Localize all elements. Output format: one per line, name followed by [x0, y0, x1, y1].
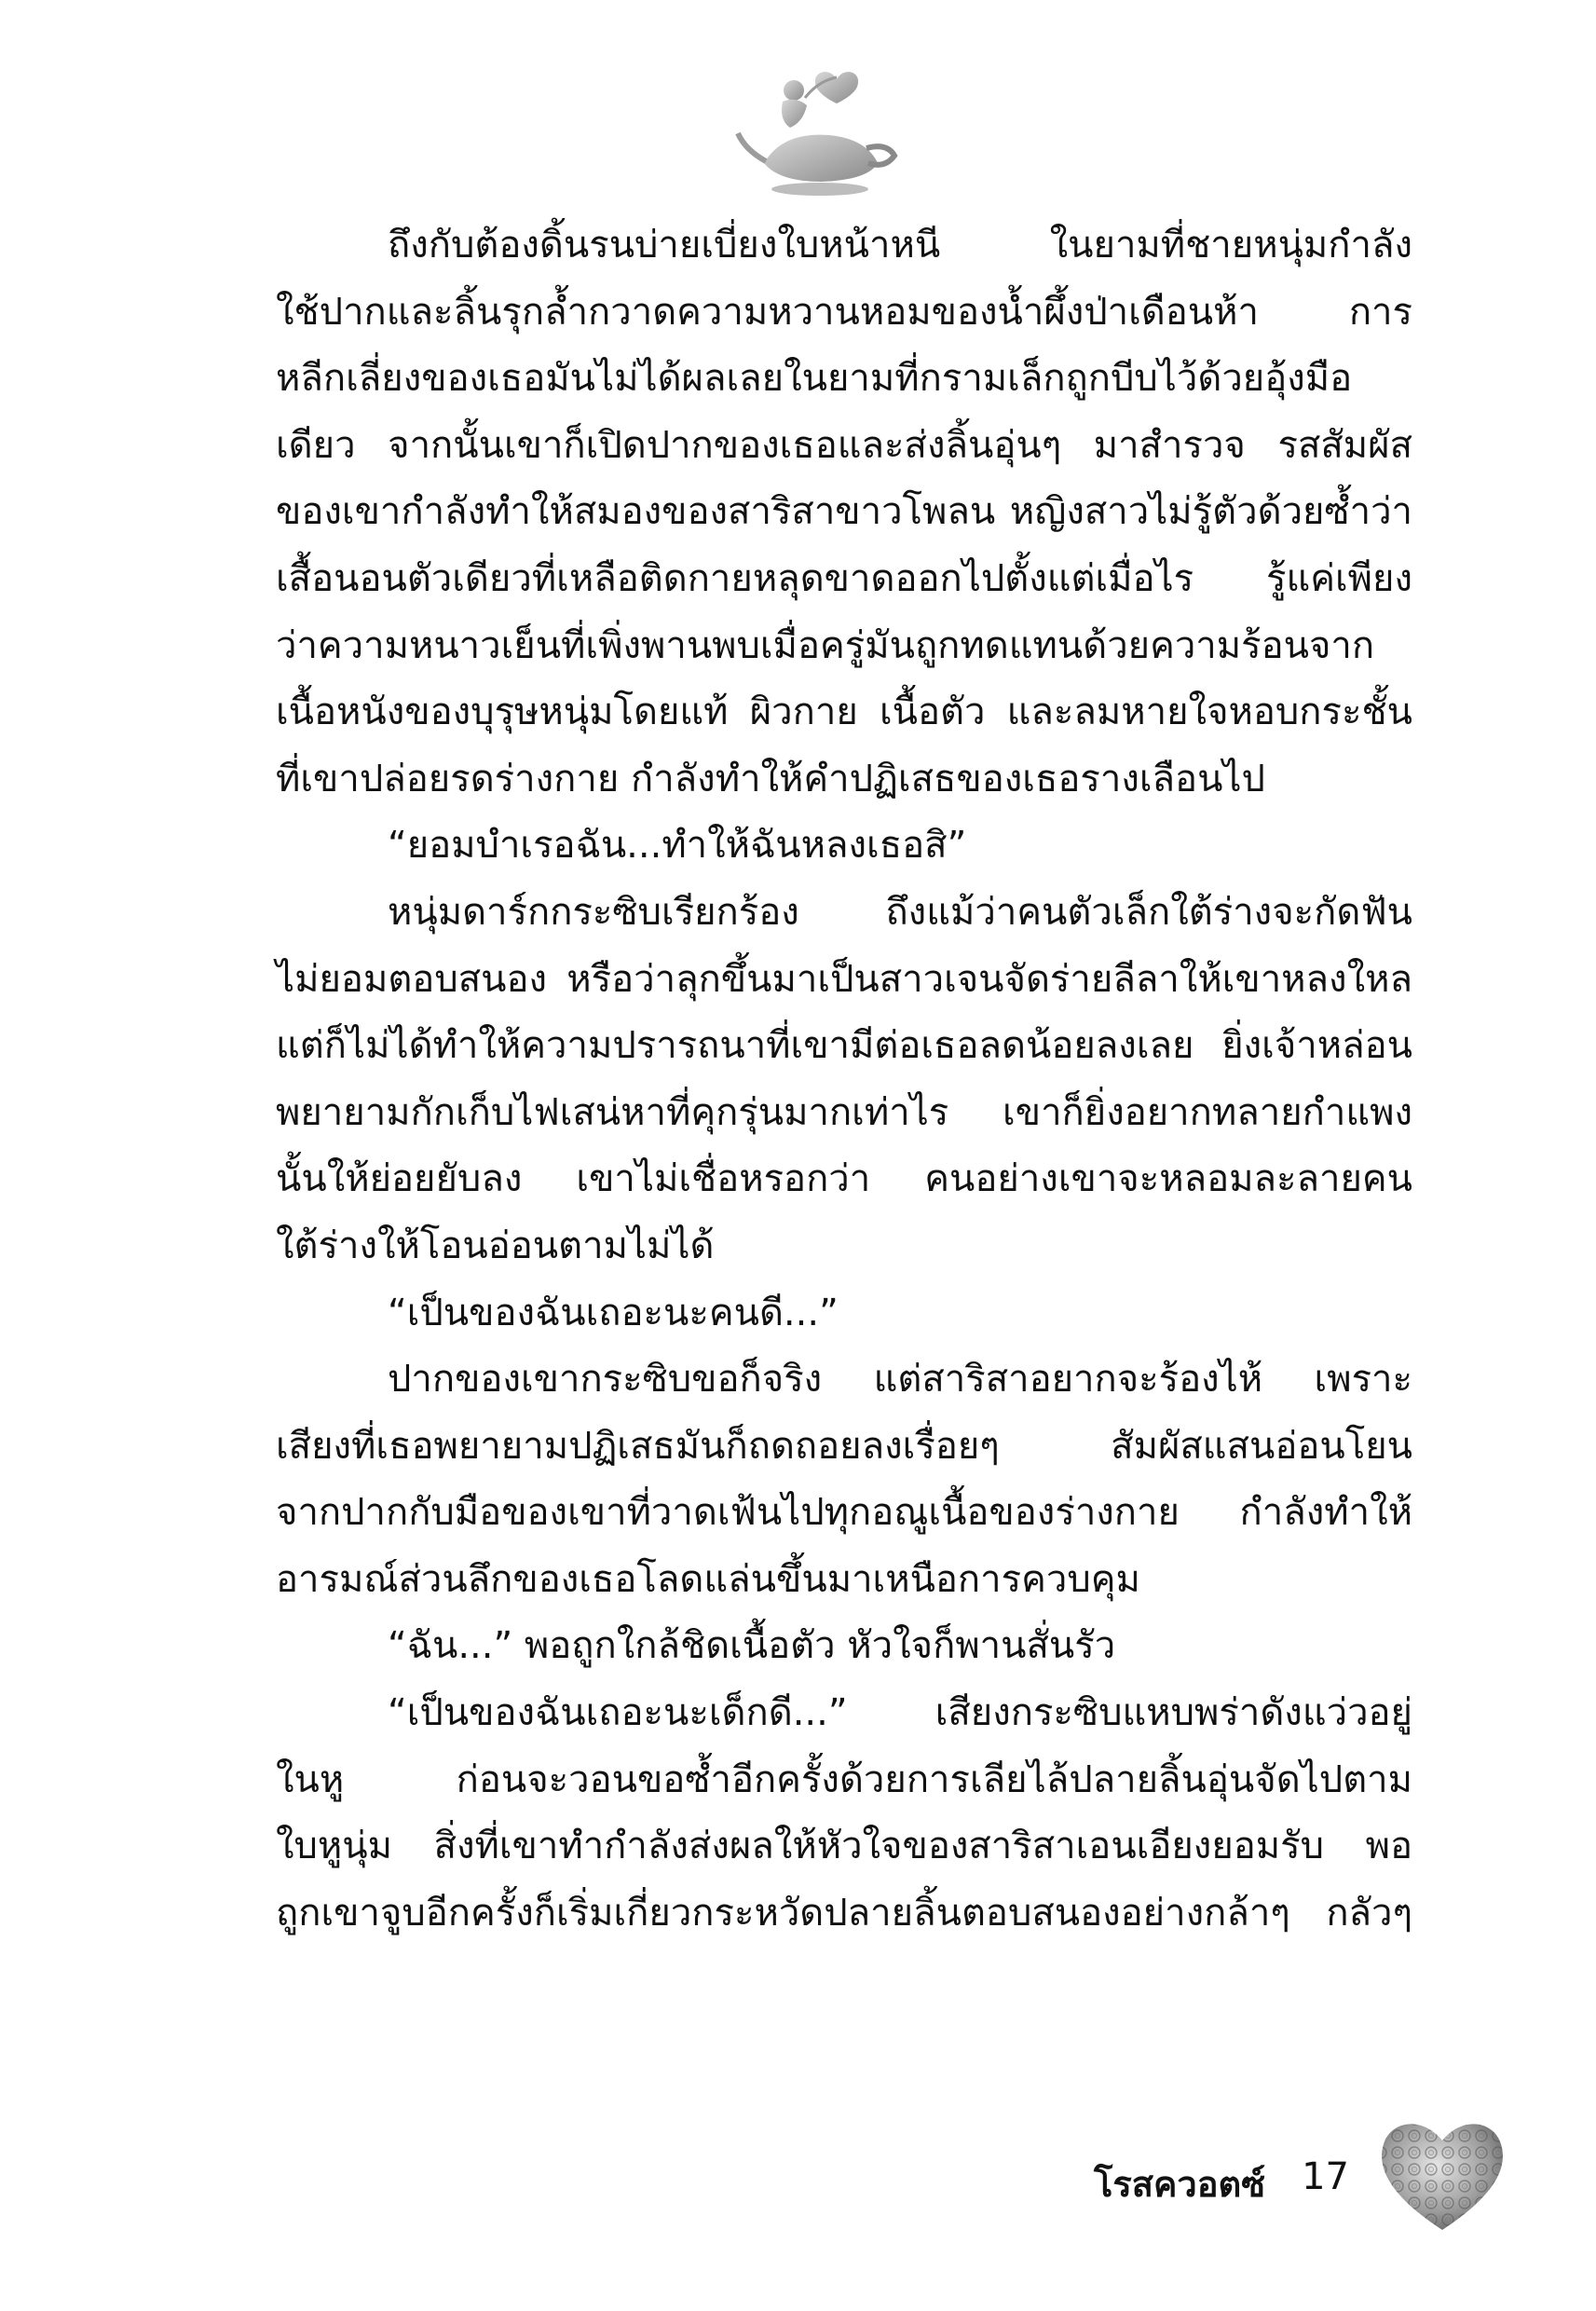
heart-rose-icon	[1372, 2111, 1512, 2236]
text-line: ของเขากำลังทำให้สมองของสาริสาขาวโพลน หญิงสาวไม่รู้ตัวด้วยซ้ำว่า	[276, 490, 1412, 534]
text-line: ในหู ก่อนจะวอนขอซ้ำอีกครั้งด้วยการเลียไล้ปลายลิ้นอุ่นจัดไปตาม	[276, 1757, 1412, 1801]
page-footer	[953, 2111, 1512, 2241]
text-line: ไม่ยอมตอบสนอง หรือว่าลุกขึ้นมาเป็นสาวเจนจัดร่ายลีลาให้เขาหลงใหล	[276, 957, 1412, 1001]
text-line: หลีกเลี่ยงของเธอมันไม่ได้ผลเลยในยามที่กรามเล็กถูกบีบไว้ด้วยอุ้งมือ	[276, 357, 1353, 401]
text-line: จากปากกับมือของเขาที่วาดเฟ้นไปทุกอณูเนื้อของร่างกาย กำลังทำให้	[276, 1491, 1412, 1535]
text-line: “เป็นของฉันเถอะนะคนดี...”	[388, 1291, 839, 1334]
text-line: อารมณ์ส่วนลึกของเธอโลดแล่นขึ้นมาเหนือการควบคุม	[276, 1557, 1140, 1601]
text-line: ว่าความหนาวเย็นที่เพิ่งพานพบเมื่อครู่มันถูกทดแทนด้วยความร้อนจาก	[276, 623, 1375, 667]
text-line: ถูกเขาจูบอีกครั้งก็เริ่มเกี่ยวกระหวัดปลายลิ้นตอบสนองอย่างกล้าๆ กลัวๆ	[276, 1891, 1412, 1935]
book-title: โรสควอตซ์	[1093, 2164, 1265, 2205]
text-line: ถึงกับต้องดิ้นรนบ่ายเบี่ยงใบหน้าหนี ในยามที่ชายหนุ่มกำลัง	[388, 224, 1412, 267]
text-line: พยายามกักเก็บไฟเสน่หาที่คุกรุ่นมากเท่าไร เขาก็ยิ่งอยากทลายกำแพง	[276, 1090, 1412, 1134]
text-line: “ฉัน...” พอถูกใกล้ชิดเนื้อตัว หัวใจก็พานสั่นรัว	[388, 1624, 1116, 1668]
text-line: หนุ่มดาร์กกระซิบเรียกร้อง ถึงแม้ว่าคนตัวเล็กใต้ร่างจะกัดฟัน	[388, 890, 1412, 934]
text-line: เดียว จากนั้นเขาก็เปิดปากของเธอและส่งลิ้นอุ่นๆ มาสำรวจ รสสัมผัส	[276, 423, 1412, 467]
text-line: ใช้ปากและลิ้นรุกล้ำกวาดความหวานหอมของน้ำผึ้งป่าเดือนห้า การ	[276, 290, 1412, 334]
page-number: 17	[1302, 2155, 1349, 2198]
text-line: “เป็นของฉันเถอะนะเด็กดี...” เสียงกระซิบแหบพร่าดังแว่วอยู่	[388, 1691, 1412, 1735]
text-line: “ยอมบำเรอฉัน...ทำให้ฉันหลงเธอสิ”	[388, 824, 967, 868]
text-line: ที่เขาปล่อยรดร่างกาย กำลังทำให้คำปฏิเสธของเธอรางเลือนไป	[276, 757, 1265, 800]
teapot-cupid-icon	[727, 51, 913, 210]
text-line: แต่ก็ไม่ได้ทำให้ความปรารถนาที่เขามีต่อเธอลดน้อยลงเลย ยิ่งเจ้าหล่อน	[276, 1024, 1412, 1068]
text-line: เสียงที่เธอพยายามปฏิเสธมันก็ถดถอยลงเรื่อยๆ สัมผัสแสนอ่อนโยน	[276, 1424, 1412, 1468]
text-line: ปากของเขากระซิบขอก็จริง แต่สาริสาอยากจะร้องไห้ เพราะ	[388, 1358, 1412, 1402]
text-line: เนื้อหนังของบุรุษหนุ่มโดยแท้ ผิวกาย เนื้อตัว และลมหายใจหอบกระชั้น	[276, 691, 1412, 734]
text-line: ใต้ร่างให้โอนอ่อนตามไม่ได้	[276, 1224, 715, 1267]
body-text	[276, 212, 1412, 1947]
text-line: นั้นให้ย่อยยับลง เขาไม่เชื่อหรอกว่า คนอย่างเขาจะหลอมละลายคน	[276, 1157, 1412, 1201]
text-line: ใบหูนุ่ม สิ่งที่เขาทำกำลังส่งผลให้หัวใจของสาริสาเอนเอียงยอมรับ พอ	[276, 1825, 1412, 1868]
text-line: เสื้อนอนตัวเดียวที่เหลือติดกายหลุดขาดออกไปตั้งแต่เมื่อไร รู้แค่เพียง	[276, 556, 1412, 600]
